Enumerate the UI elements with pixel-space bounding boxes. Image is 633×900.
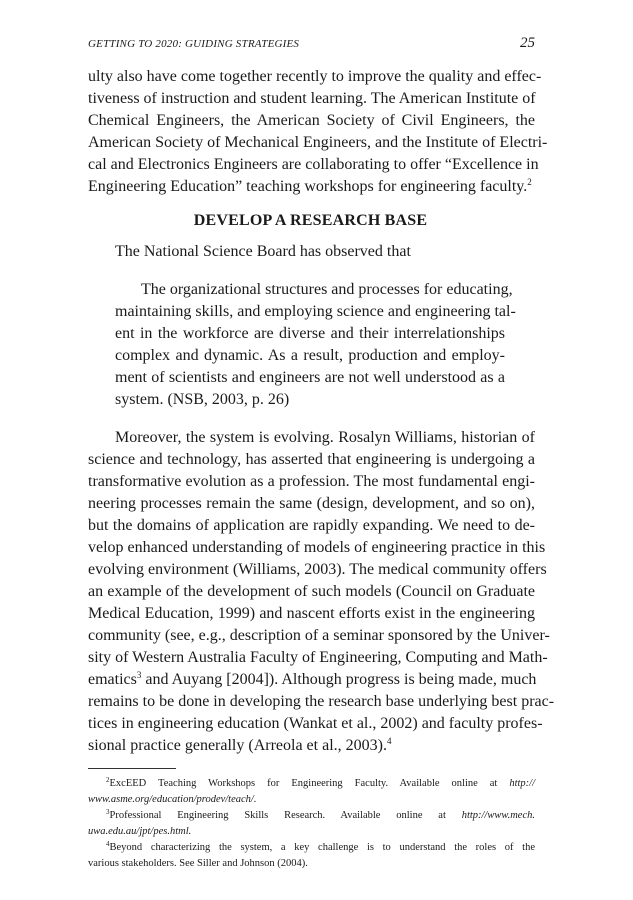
footnote-text: ExcEED Teaching Workshops for Engineering Faculty. Available online at: [109, 778, 510, 789]
quote-line: The organizational structures and processes for educating,: [141, 281, 513, 298]
paragraph-line: [88, 177, 532, 197]
footnote-4: [106, 840, 535, 855]
paragraph-line: evolving environment (Williams, 2003). The medical community offers: [88, 561, 547, 578]
paragraph-line: Medical Education, 1999) and nascent efforts exist in the engineering: [88, 605, 535, 622]
footnote-text: Beyond characterizing the system, a key challenge is to understand the roles of the: [109, 842, 535, 853]
footnote-link[interactable]: http://www.mech.: [461, 810, 535, 821]
paragraph-text: Engineering Education” teaching workshops for engineering faculty.: [88, 178, 528, 195]
footnote-4-continued: various stakeholders. See Siller and Johnson (2004).: [88, 858, 308, 869]
paragraph-line: velop enhanced understanding of models of engineering practice in this: [88, 539, 546, 556]
page-number: 25: [520, 35, 535, 51]
paragraph-text: sional practice generally (Arreola et al., 2003).: [88, 737, 387, 754]
running-header: [88, 35, 535, 54]
footnote-3: [106, 808, 535, 823]
footnote-reference[interactable]: 2: [527, 177, 532, 187]
footnote-reference[interactable]: 4: [386, 736, 392, 746]
footnote-text: Professional Engineering Skills Research. Available online at: [109, 810, 462, 821]
footnote-mark: 2: [106, 776, 110, 784]
paragraph-line: [88, 736, 391, 756]
paragraph-line: sity of Western Australia Faculty of Engineering, Computing and Math-: [88, 649, 548, 666]
paragraph-line: tiveness of instruction and student learning. The American Institute of: [88, 90, 536, 107]
quote-line: ent in the workforce are diverse and their interrelationships: [115, 325, 505, 342]
paragraph-line: science and technology, has asserted that engineering is undergoing a: [88, 451, 535, 468]
paragraph-line: an example of the development of such models (Council on Graduate: [88, 583, 535, 600]
paragraph-line: remains to be done in developing the research base underlying best prac-: [88, 693, 555, 710]
footnote-reference[interactable]: 3: [136, 670, 142, 680]
paragraph-line: [88, 670, 535, 690]
footnote-link[interactable]: www.asme.org/education/prodev/teach/.: [88, 794, 257, 805]
footnote-2-continued: [88, 792, 256, 807]
paragraph-line: cal and Electronics Engineers are collaborating to offer “Excellence in: [88, 156, 539, 173]
intro-line: The National Science Board has observed that: [115, 243, 411, 260]
footnote-mark: 3: [106, 808, 110, 816]
quote-line: ment of scientists and engineers are not well understood as a: [115, 369, 505, 386]
paragraph-text: and Auyang [2004]). Although progress is being made, much: [141, 671, 537, 688]
quote-line: system. (NSB, 2003, p. 26): [115, 391, 290, 408]
paragraph-line: community (see, e.g., description of a seminar sponsored by the Univer-: [88, 627, 550, 644]
paragraph-line: Chemical Engineers, the American Society of Civil Engineers, the: [88, 112, 535, 129]
quote-line: maintaining skills, and employing science and engineering tal-: [115, 303, 516, 320]
footnote-mark: 4: [106, 840, 110, 848]
footnote-link[interactable]: http://: [509, 778, 535, 789]
footnote-link[interactable]: uwa.edu.au/jpt/pes.html.: [88, 826, 192, 837]
paragraph-line: transformative evolution as a profession. The most fundamental engi-: [88, 473, 535, 490]
paragraph-line: but the domains of application are rapidly expanding. We need to de-: [88, 517, 535, 534]
paragraph-line: tices in engineering education (Wankat et al., 2002) and faculty profes-: [88, 715, 543, 732]
running-title: GETTING TO 2020: GUIDING STRATEGIES: [88, 38, 300, 50]
quote-line: complex and dynamic. As a result, production and employ-: [115, 347, 505, 364]
paragraph-line: Moreover, the system is evolving. Rosalyn Williams, historian of: [115, 429, 535, 446]
paragraph-line: neering processes remain the same (design, development, and so on),: [88, 495, 535, 512]
footnote-rule: [88, 768, 176, 769]
footnote-2: [106, 776, 535, 791]
paragraph-line: American Society of Mechanical Engineers, and the Institute of Electri-: [88, 134, 548, 151]
section-heading: DEVELOP A RESEARCH BASE: [193, 212, 428, 229]
paragraph-line: ulty also have come together recently to improve the quality and effec-: [88, 68, 542, 85]
paragraph-text: ematics: [88, 671, 137, 688]
footnote-3-continued: [88, 824, 191, 839]
